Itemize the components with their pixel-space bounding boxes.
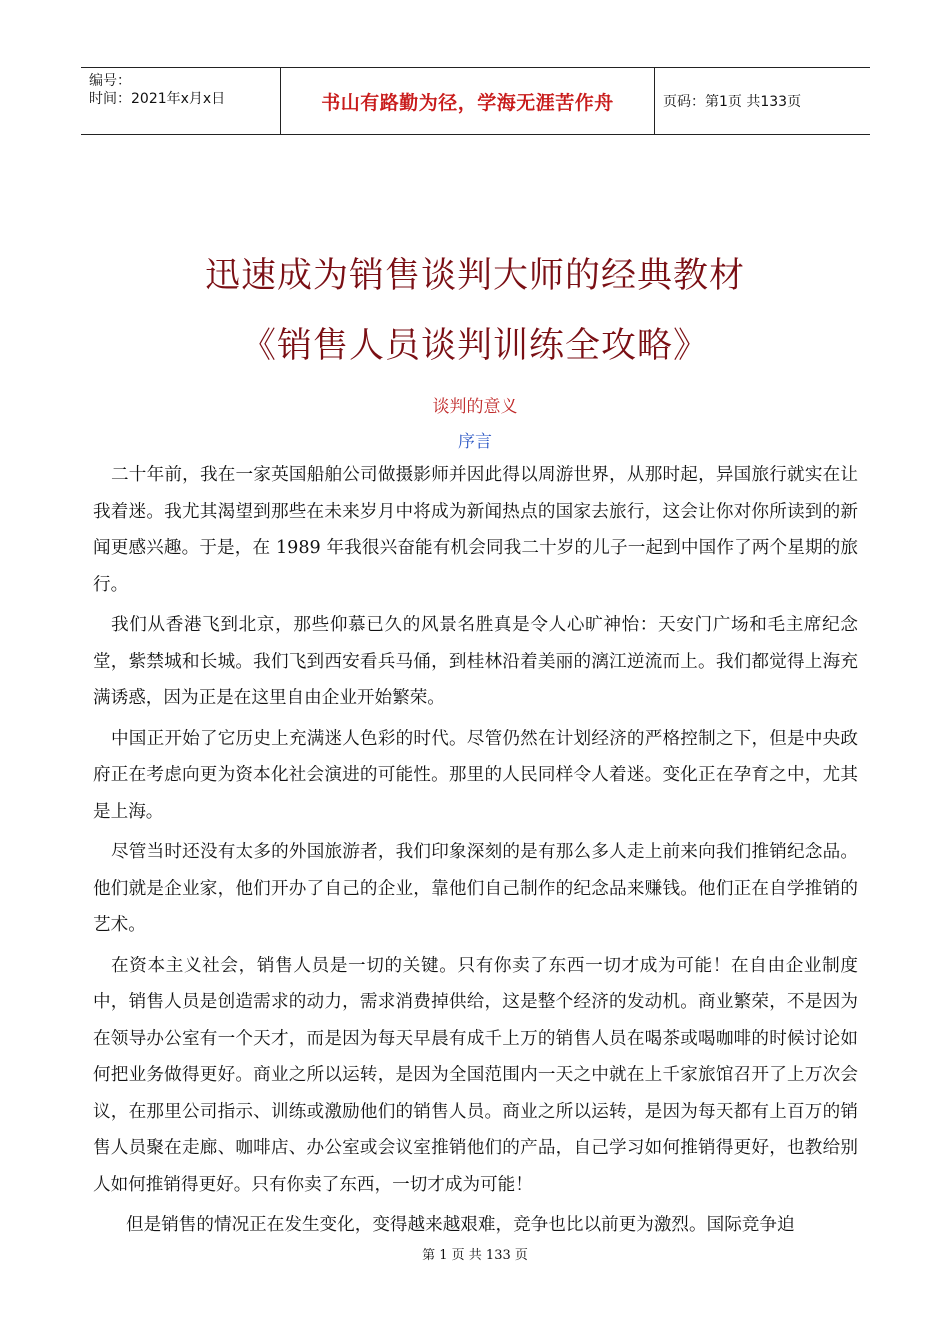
header-motto: 书山有路勤为径，学海无涯苦作舟 [281, 68, 655, 134]
document-header [81, 67, 870, 135]
header-page-info: 页码：第1页 共133页 [663, 94, 802, 110]
serial-number-label: 编号： [89, 73, 131, 89]
paragraph: 我们从香港飞到北京，那些仰慕已久的风景名胜真是令人心旷神怡：天安门广场和毛主席纪念堂，紫禁城和长城。我们飞到西安看兵马俑，到桂林沿着美丽的漓江逆流而上。我们都觉得上海充满诱惑，因为正是在这里自由企业开始繁荣。 [93, 615, 858, 708]
page-footer: 第 1 页 共 133 页 [422, 1248, 528, 1263]
paragraph: 中国正开始了它历史上充满迷人色彩的时代。尽管仍然在计划经济的严格控制之下，但是中央政府正在考虑向更为资本化社会演进的可能性。那里的人民同样令人着迷。变化正在孕育之中，尤其是上海。 [93, 728, 858, 822]
paragraph: 但是销售的情况正在发生变化，变得越来越艰难，竞争也比以前更为激烈。国际竞争迫 [126, 1215, 795, 1235]
document-title-line2: 《销售人员谈判训练全攻略》 [240, 326, 709, 366]
document-title-line1: 迅速成为销售谈判大师的经典教材 [204, 256, 745, 296]
paragraph: 二十年前，我在一家英国船舶公司做摄影师并因此得以周游世界，从那时起，异国旅行就实在让我着迷。我尤其渴望到那些在未来岁月中将成为新闻热点的国家去旅行，这会让你对你所读到的新闻更感兴趣。于是，在 1989 年我很兴奋能有机会同我二十岁的儿子一起到中国作了两个星期的旅行。 [93, 465, 858, 595]
paragraph: 在资本主义社会，销售人员是一切的关键。只有你卖了东西一切才成为可能！在自由企业制度中，销售人员是创造需求的动力，需求消费掉供给，这是整个经济的发动机。商业繁荣，不是因为在领导办公室有一个天才，而是因为每天早晨有成千上万的销售人员在喝茶或喝咖啡的时候讨论如何把业务做得更好。商业之所以运转，是因为全国范围内一天之中就在上千家旅馆召开了上万次会议，在那里公司指示、训练或激励他们的销售人员。商业之所以运转，是因为每天都有上百万的销售人员聚在走廊、咖啡店、办公室或会议室推销他们的产品，自己学习如何推销得更好，也教给别人如何推销得更好。只有你卖了东西，一切才成为可能！ [93, 955, 858, 1195]
header-meta-cell [81, 68, 281, 134]
paragraph: 尽管当时还没有太多的外国旅游者，我们印象深刻的是有那么多人走上前来向我们推销纪念品。他们就是企业家，他们开办了自己的企业，靠他们自己制作的纪念品来赚钱。他们正在自学推销的艺术。 [93, 842, 858, 935]
preface-heading: 序言 [458, 432, 492, 452]
date-label: 时间：2021年x月x日 [89, 91, 226, 107]
body-text [93, 457, 858, 1248]
section-heading: 谈判的意义 [432, 397, 518, 417]
